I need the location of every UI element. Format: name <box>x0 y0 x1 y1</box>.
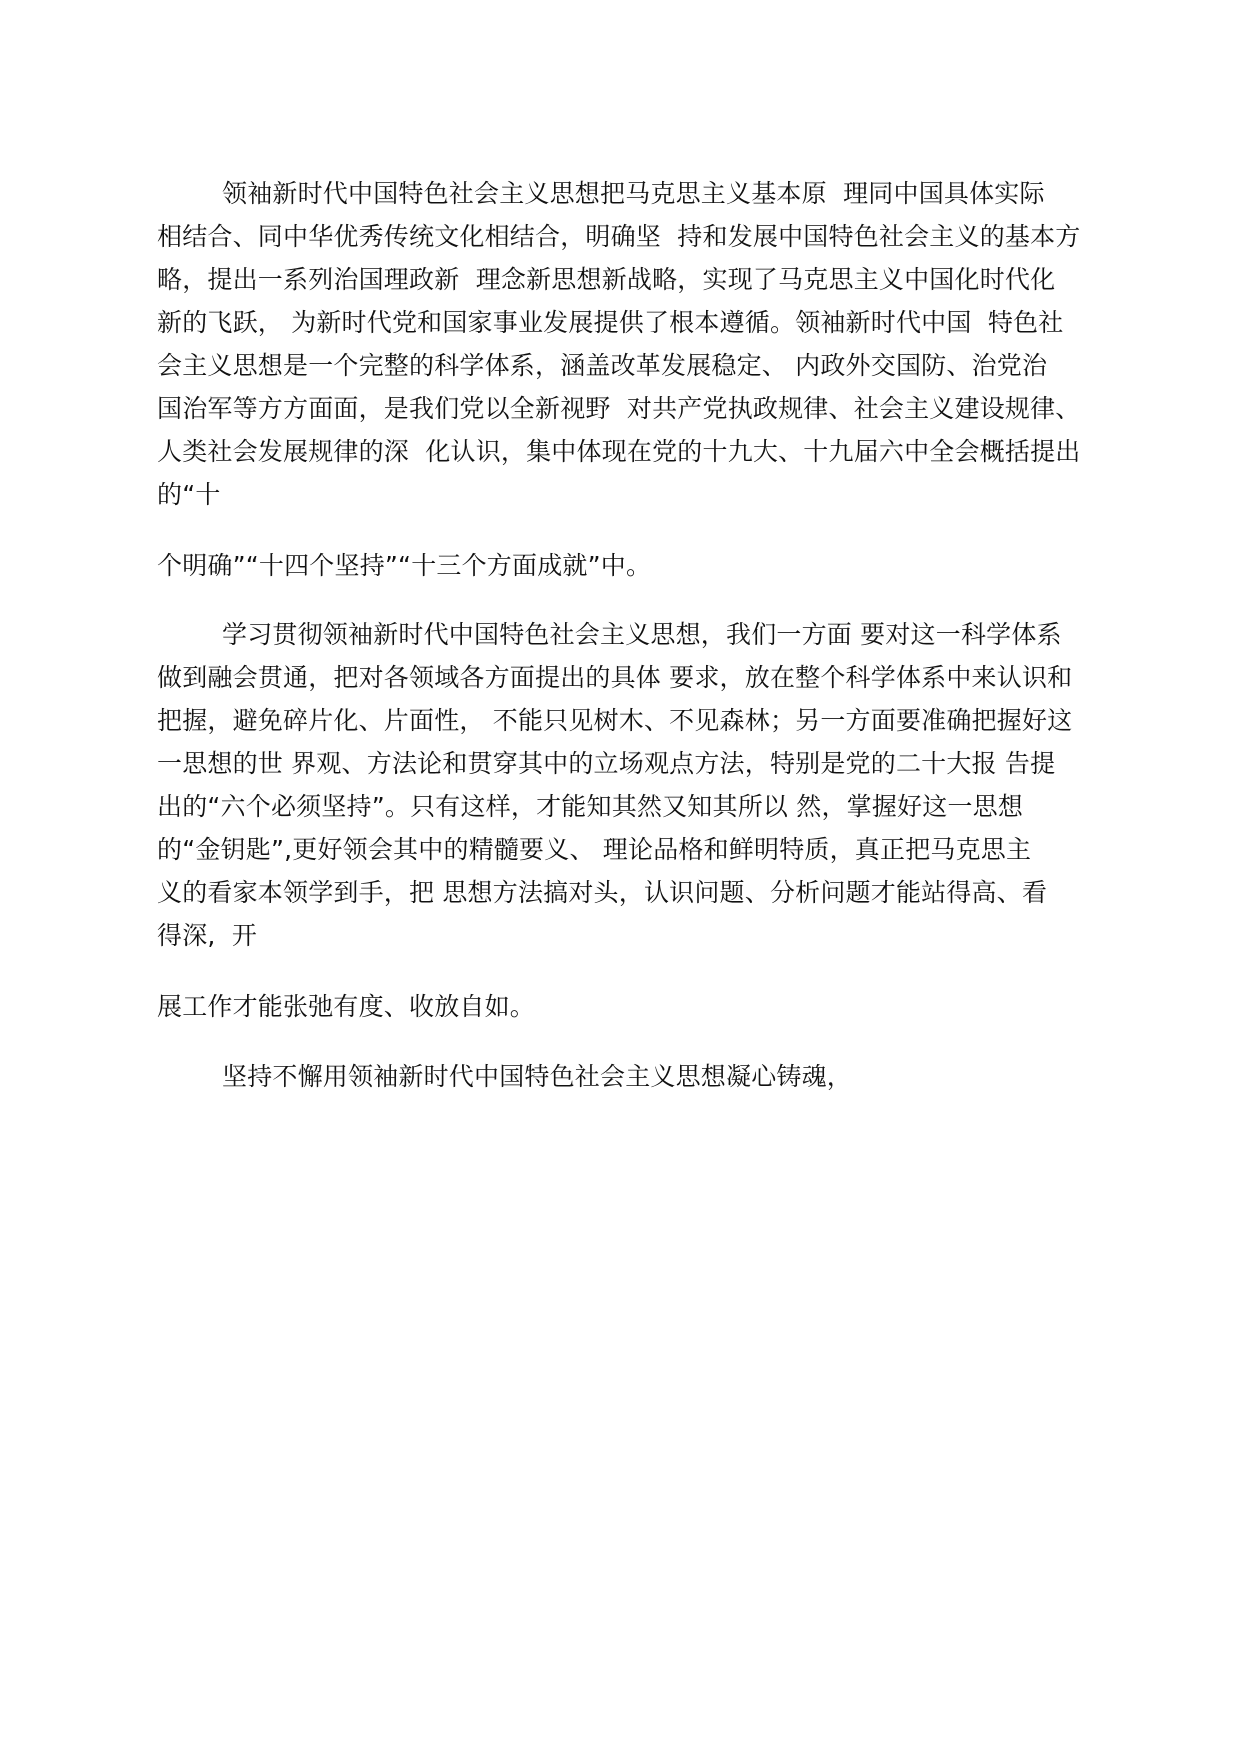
text-line: 新的飞跃， 为新时代党和国家事业发展提供了根本遵循。领袖新时代中国 特色社 <box>157 308 1064 337</box>
text-line: 学习贯彻领袖新时代中国特色社会主义思想，我们一方面 要对这一科学体系 <box>222 620 1062 649</box>
text-line: 坚持不懈用领袖新时代中国特色社会主义思想凝心铸魂， <box>222 1062 853 1091</box>
text-line: 国治军等方方面面，是我们党以全新视野 对共产党执政规律、社会主义建设规律、 <box>157 394 1081 423</box>
text-line: 展工作才能张弛有度、收放自如。 <box>157 992 536 1021</box>
text-line: 做到融会贯通，把对各领域各方面提出的具体 要求，放在整个科学体系中来认识和 <box>157 663 1073 692</box>
text-line: 人类社会发展规律的深 化认识，集中体现在党的十九大、十九届六中全会概括提出 <box>157 437 1081 466</box>
text-line: 会主义思想是一个完整的科学体系，涵盖改革发展稳定、 内政外交国防、治党治 <box>157 351 1048 380</box>
text-line: 得深, 开 <box>157 921 258 950</box>
text-line: 把握，避免碎片化、片面性， 不能只见树木、不见森林；另一方面要准确把握好这 <box>157 706 1073 735</box>
text-line: 略，提出一系列治国理政新 理念新思想新战略，实现了马克思主义中国化时代化 <box>157 265 1056 294</box>
text-line: 的“十 <box>157 480 221 509</box>
text-line: 的“金钥匙”,更好领会其中的精髓要义、 理论品格和鲜明特质，真正把马克思主 <box>157 835 1032 864</box>
text-line: 领袖新时代中国特色社会主义思想把马克思主义基本原 理同中国具体实际 <box>222 179 1045 208</box>
text-line: 义的看家本领学到手，把 思想方法搞对头，认识问题、分析问题才能站得高、看 <box>157 878 1048 907</box>
text-line: 相结合、同中华优秀传统文化相结合，明确坚 持和发展中国特色社会主义的基本方 <box>157 222 1081 251</box>
text-line: 一思想的世 界观、方法论和贯穿其中的立场观点方法，特别是党的二十大报 告提 <box>157 749 1056 778</box>
text-line: 出的“六个必须坚持”。只有这样，才能知其然又知其所以 然，掌握好这一思想 <box>157 792 1024 821</box>
text-line: 个明确”“十四个坚持”“十三个方面成就”中。 <box>157 551 652 580</box>
